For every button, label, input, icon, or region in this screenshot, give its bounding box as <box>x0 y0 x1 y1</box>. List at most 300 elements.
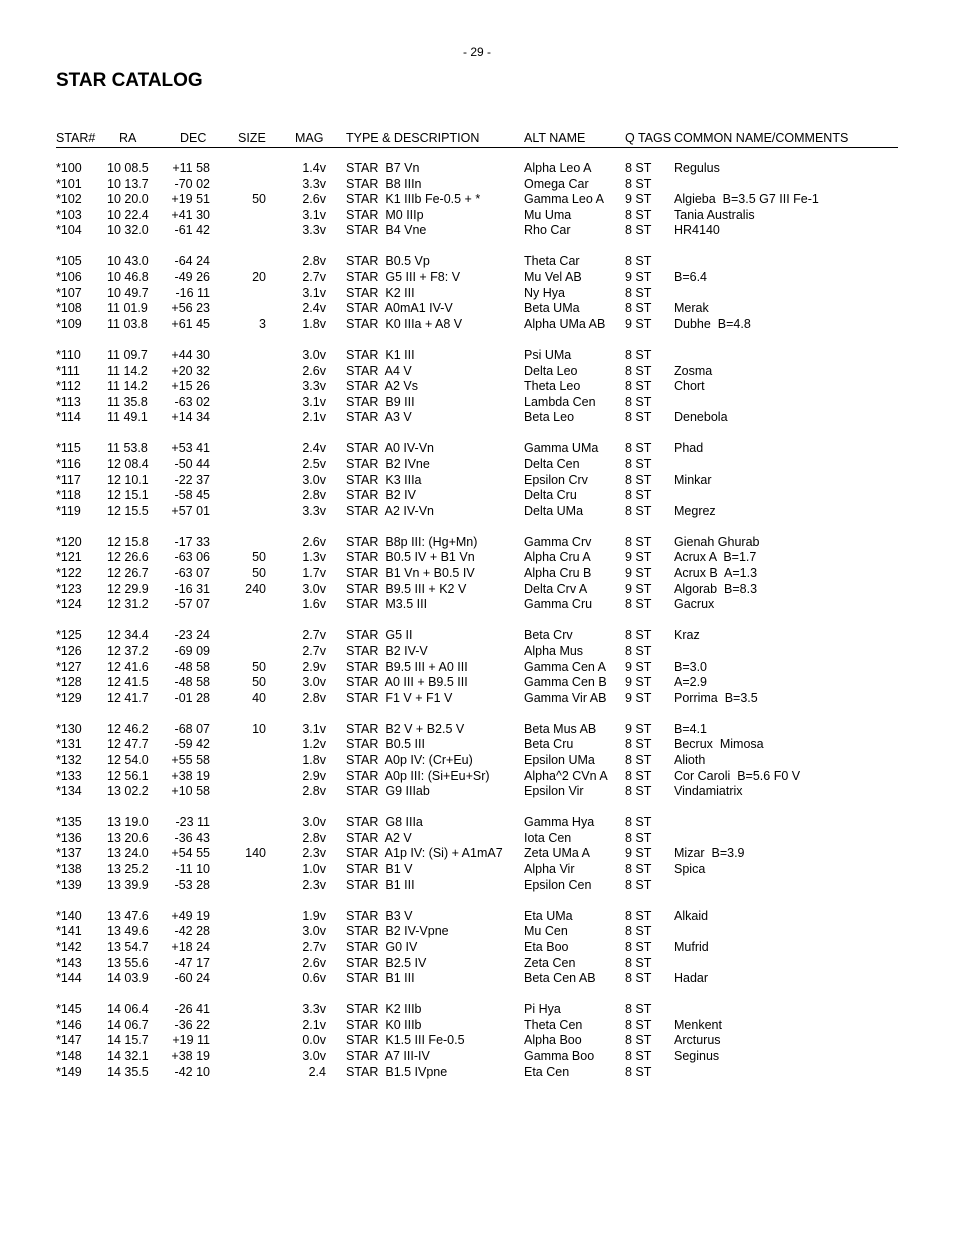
cell-ra: 13 19.0 <box>107 815 149 830</box>
cell-alt-name: Delta Cru <box>524 488 577 503</box>
cell-type-description: STAR G0 IV <box>346 939 418 954</box>
cell-common-name: Megrez <box>674 503 716 518</box>
cell-alt-name: Alpha Boo <box>524 1033 582 1048</box>
cell-ra: 12 37.2 <box>107 643 149 658</box>
cell-type-description: STAR A2 IV-Vn <box>346 503 435 518</box>
cell-magnitude: 2.8v <box>302 690 326 705</box>
cell-dec: +61 45 <box>171 316 210 331</box>
cell-ra: 10 13.7 <box>107 176 149 191</box>
cell-type-description: STAR B0.5 III <box>346 737 425 752</box>
cell-dec: -60 24 <box>174 971 210 986</box>
cell-star-number: *108 <box>56 301 82 316</box>
cell-ra: 12 31.2 <box>107 597 149 612</box>
table-row <box>0 909 954 925</box>
cell-dec: -57 07 <box>174 597 210 612</box>
cell-alt-name: Beta Crv <box>524 628 573 643</box>
cell-alt-name: Eta UMa <box>524 908 573 923</box>
cell-ra: 14 06.4 <box>107 1002 149 1017</box>
cell-ra: 10 22.4 <box>107 207 149 222</box>
cell-alt-name: Beta Leo <box>524 410 575 425</box>
cell-alt-name: Mu Vel AB <box>524 270 582 285</box>
cell-ra: 10 49.7 <box>107 285 149 300</box>
cell-star-number: *127 <box>56 659 82 674</box>
cell-type-description: STAR M0 IIIp <box>346 207 424 222</box>
cell-star-number: *141 <box>56 924 82 939</box>
cell-common-name: Chort <box>674 379 705 394</box>
cell-dec: +56 23 <box>171 301 210 316</box>
cell-type-description: STAR B2 IVne <box>346 457 430 471</box>
cell-ra: 13 47.6 <box>107 908 149 923</box>
cell-alt-name: Psi UMa <box>524 347 572 362</box>
cell-dec: +38 19 <box>171 1049 210 1063</box>
cell-dec: +55 58 <box>171 753 210 767</box>
cell-dec: -22 37 <box>174 472 210 487</box>
cell-type-description: STAR A0 III + B9.5 III <box>346 675 468 690</box>
cell-magnitude: 2.5v <box>302 457 326 471</box>
cell-size: 50 <box>252 566 266 581</box>
cell-star-number: *147 <box>56 1033 82 1048</box>
cell-q-tags: 9 ST <box>625 690 652 705</box>
cell-ra: 13 20.6 <box>107 830 149 845</box>
cell-ra: 11 49.1 <box>107 410 148 425</box>
table-row <box>0 940 954 956</box>
table-row <box>0 737 954 753</box>
cell-size: 50 <box>252 192 266 207</box>
cell-magnitude: 1.4v <box>302 161 326 175</box>
cell-size: 140 <box>245 846 266 861</box>
cell-magnitude: 2.4 <box>308 1064 326 1079</box>
cell-dec: +38 19 <box>171 768 210 783</box>
cell-star-number: *142 <box>56 939 82 954</box>
table-row <box>0 192 954 208</box>
cell-ra: 10 43.0 <box>107 254 149 269</box>
cell-star-number: *139 <box>56 877 82 892</box>
cell-type-description: STAR G9 IIIab <box>346 784 430 799</box>
table-row <box>0 660 954 676</box>
cell-alt-name: Alpha^2 CVn A <box>524 768 608 783</box>
cell-star-number: *136 <box>56 830 82 845</box>
cell-type-description: STAR B0.5 IV + B1 Vn <box>346 550 475 565</box>
table-row <box>0 597 954 613</box>
cell-type-description: STAR K1 IIIb Fe-0.5 + * <box>346 192 481 207</box>
cell-star-number: *116 <box>56 457 81 471</box>
cell-dec: -36 22 <box>174 1017 210 1032</box>
cell-dec: -26 41 <box>174 1002 210 1017</box>
cell-q-tags: 8 ST <box>625 753 652 767</box>
table-row <box>0 956 954 972</box>
table-row <box>0 441 954 457</box>
cell-common-name: Mufrid <box>674 939 709 954</box>
cell-dec: -11 10 <box>175 862 210 877</box>
cell-common-name: Acrux B A=1.3 <box>674 566 758 581</box>
cell-dec: -70 02 <box>174 176 210 191</box>
cell-magnitude: 3.0v <box>302 675 326 690</box>
table-row <box>0 410 954 426</box>
cell-magnitude: 2.8v <box>302 830 326 845</box>
catalog-table-body <box>0 161 954 1096</box>
cell-magnitude: 1.9v <box>302 908 326 923</box>
cell-magnitude: 2.1v <box>302 1017 326 1032</box>
cell-ra: 10 46.8 <box>107 270 149 285</box>
cell-alt-name: Beta Mus AB <box>524 721 597 736</box>
table-row <box>0 784 954 800</box>
cell-ra: 10 08.5 <box>107 161 149 175</box>
cell-star-number: *120 <box>56 534 82 549</box>
cell-magnitude: 1.0v <box>302 862 326 877</box>
cell-q-tags: 9 ST <box>625 270 652 285</box>
cell-size: 50 <box>252 550 266 565</box>
cell-q-tags: 8 ST <box>625 503 652 518</box>
cell-type-description: STAR B1 III <box>346 971 415 986</box>
cell-q-tags: 8 ST <box>625 1064 652 1079</box>
cell-q-tags: 8 ST <box>625 643 652 658</box>
cell-dec: +19 51 <box>171 192 210 207</box>
cell-magnitude: 3.3v <box>302 379 326 394</box>
cell-magnitude: 3.0v <box>302 1049 326 1063</box>
cell-dec: +19 11 <box>172 1033 210 1048</box>
cell-dec: -16 31 <box>174 581 210 596</box>
cell-q-tags: 8 ST <box>625 223 652 238</box>
cell-q-tags: 8 ST <box>625 410 652 425</box>
table-row <box>0 379 954 395</box>
cell-star-number: *119 <box>56 503 81 518</box>
cell-size: 40 <box>252 690 266 705</box>
cell-magnitude: 1.3v <box>302 550 326 565</box>
cell-star-number: *113 <box>56 394 81 409</box>
cell-type-description: STAR B2 IV-Vpne <box>346 924 449 939</box>
cell-magnitude: 2.7v <box>302 643 326 658</box>
cell-star-number: *146 <box>56 1017 82 1032</box>
cell-alt-name: Alpha Leo A <box>524 161 592 175</box>
table-row <box>0 753 954 769</box>
cell-common-name: Mizar B=3.9 <box>674 846 745 861</box>
cell-type-description: STAR G8 IIIa <box>346 815 423 830</box>
cell-star-number: *130 <box>56 721 82 736</box>
cell-dec: -59 42 <box>174 737 210 752</box>
cell-star-number: *107 <box>56 285 82 300</box>
cell-common-name: Tania Australis <box>674 207 755 222</box>
table-row <box>0 691 954 707</box>
cell-star-number: *112 <box>56 379 81 394</box>
cell-type-description: STAR A0mA1 IV-V <box>346 301 453 316</box>
cell-magnitude: 2.3v <box>302 846 326 861</box>
cell-q-tags: 8 ST <box>625 207 652 222</box>
cell-q-tags: 8 ST <box>625 457 652 471</box>
cell-common-name: Menkent <box>674 1017 722 1032</box>
cell-alt-name: Beta Cen AB <box>524 971 596 986</box>
cell-dec: +54 55 <box>171 846 210 861</box>
row-group <box>0 535 954 613</box>
cell-common-name: Alkaid <box>674 908 709 923</box>
cell-star-number: *105 <box>56 254 82 269</box>
table-row <box>0 1065 954 1081</box>
cell-star-number: *102 <box>56 192 82 207</box>
cell-star-number: *106 <box>56 270 82 285</box>
cell-star-number: *134 <box>56 784 82 799</box>
cell-star-number: *143 <box>56 955 82 970</box>
cell-dec: -36 43 <box>174 830 210 845</box>
cell-type-description: STAR B8p III: (Hg+Mn) <box>346 534 478 549</box>
cell-dec: +10 58 <box>171 784 210 799</box>
row-group <box>0 161 954 239</box>
cell-alt-name: Rho Car <box>524 223 571 238</box>
table-row <box>0 254 954 270</box>
cell-q-tags: 8 ST <box>625 815 652 830</box>
cell-alt-name: Gamma Boo <box>524 1049 595 1063</box>
table-row <box>0 1049 954 1065</box>
cell-q-tags: 8 ST <box>625 254 652 269</box>
cell-type-description: STAR B1 III <box>346 877 415 892</box>
cell-type-description: STAR K2 III <box>346 285 415 300</box>
column-header-size: SIZE <box>238 131 266 145</box>
cell-alt-name: Mu Uma <box>524 207 572 222</box>
cell-size: 50 <box>252 675 266 690</box>
cell-type-description: STAR B2 IV-V <box>346 643 428 658</box>
cell-alt-name: Alpha UMa AB <box>524 316 606 331</box>
cell-star-number: *145 <box>56 1002 82 1017</box>
cell-magnitude: 1.8v <box>302 753 326 767</box>
cell-q-tags: 9 ST <box>625 192 652 207</box>
cell-common-name: Minkar <box>674 472 712 487</box>
cell-magnitude: 2.4v <box>302 441 326 456</box>
cell-ra: 12 15.5 <box>107 503 149 518</box>
cell-q-tags: 8 ST <box>625 784 652 799</box>
cell-magnitude: 2.7v <box>302 628 326 643</box>
cell-star-number: *131 <box>56 737 82 752</box>
cell-q-tags: 8 ST <box>625 347 652 362</box>
cell-q-tags: 8 ST <box>625 737 652 752</box>
cell-star-number: *124 <box>56 597 82 612</box>
cell-star-number: *110 <box>56 347 81 362</box>
table-row <box>0 815 954 831</box>
table-row <box>0 566 954 582</box>
cell-common-name: Cor Caroli B=5.6 F0 V <box>674 768 801 783</box>
cell-star-number: *144 <box>56 971 82 986</box>
cell-q-tags: 8 ST <box>625 971 652 986</box>
cell-type-description: STAR F1 V + F1 V <box>346 690 453 705</box>
row-group <box>0 254 954 332</box>
cell-q-tags: 9 ST <box>625 316 652 331</box>
cell-ra: 12 54.0 <box>107 753 149 767</box>
cell-magnitude: 0.6v <box>302 971 326 986</box>
cell-dec: +20 32 <box>171 363 210 378</box>
cell-alt-name: Delta Leo <box>524 363 578 378</box>
cell-star-number: *114 <box>56 410 81 425</box>
table-row <box>0 223 954 239</box>
cell-type-description: STAR B2.5 IV <box>346 955 427 970</box>
cell-star-number: *117 <box>56 472 81 487</box>
cell-q-tags: 9 ST <box>625 566 652 581</box>
table-row <box>0 846 954 862</box>
cell-alt-name: Gamma UMa <box>524 441 599 456</box>
cell-size: 50 <box>252 659 266 674</box>
cell-q-tags: 8 ST <box>625 628 652 643</box>
cell-star-number: *101 <box>56 176 82 191</box>
cell-star-number: *103 <box>56 207 82 222</box>
cell-q-tags: 8 ST <box>625 1002 652 1017</box>
table-row <box>0 395 954 411</box>
cell-star-number: *133 <box>56 768 82 783</box>
cell-ra: 14 15.7 <box>107 1033 149 1048</box>
cell-q-tags: 8 ST <box>625 1017 652 1032</box>
cell-common-name: Vindamiatrix <box>674 784 743 799</box>
cell-type-description: STAR B7 Vn <box>346 161 420 175</box>
cell-star-number: *126 <box>56 643 82 658</box>
cell-star-number: *135 <box>56 815 82 830</box>
cell-ra: 10 20.0 <box>107 192 149 207</box>
cell-dec: -01 28 <box>174 690 210 705</box>
cell-star-number: *137 <box>56 846 82 861</box>
cell-magnitude: 1.8v <box>302 316 326 331</box>
cell-magnitude: 2.6v <box>302 363 326 378</box>
cell-magnitude: 3.3v <box>302 176 326 191</box>
cell-dec: -16 11 <box>175 285 210 300</box>
cell-type-description: STAR B9.5 III + A0 III <box>346 659 468 674</box>
cell-type-description: STAR G5 II <box>346 628 413 643</box>
cell-star-number: *129 <box>56 690 82 705</box>
cell-magnitude: 2.9v <box>302 768 326 783</box>
cell-ra: 11 35.8 <box>107 394 148 409</box>
row-group <box>0 722 954 800</box>
cell-q-tags: 8 ST <box>625 488 652 503</box>
cell-dec: -61 42 <box>174 223 210 238</box>
cell-alt-name: Eta Boo <box>524 939 569 954</box>
cell-alt-name: Zeta Cen <box>524 955 576 970</box>
cell-dec: +14 34 <box>171 410 210 425</box>
cell-q-tags: 8 ST <box>625 441 652 456</box>
cell-dec: +15 26 <box>171 379 210 394</box>
cell-ra: 13 55.6 <box>107 955 149 970</box>
cell-common-name: Merak <box>674 301 709 316</box>
cell-magnitude: 2.6v <box>302 192 326 207</box>
cell-star-number: *109 <box>56 316 82 331</box>
cell-ra: 12 08.4 <box>107 457 149 471</box>
cell-star-number: *111 <box>56 363 80 378</box>
cell-type-description: STAR K1 III <box>346 347 415 362</box>
cell-magnitude: 3.1v <box>302 394 326 409</box>
cell-dec: -47 17 <box>174 955 210 970</box>
cell-alt-name: Zeta UMa A <box>524 846 590 861</box>
table-row <box>0 364 954 380</box>
table-row <box>0 550 954 566</box>
cell-q-tags: 9 ST <box>625 721 652 736</box>
cell-common-name: Arcturus <box>674 1033 721 1048</box>
table-row <box>0 177 954 193</box>
cell-ra: 14 03.9 <box>107 971 149 986</box>
cell-q-tags: 8 ST <box>625 877 652 892</box>
cell-ra: 13 25.2 <box>107 862 149 877</box>
cell-common-name: Gacrux <box>674 597 715 612</box>
cell-magnitude: 3.0v <box>302 581 326 596</box>
table-row <box>0 1002 954 1018</box>
cell-alt-name: Theta Cen <box>524 1017 583 1032</box>
cell-type-description: STAR A1p IV: (Si) + A1mA7 <box>346 846 503 861</box>
cell-magnitude: 0.0v <box>302 1033 326 1048</box>
cell-star-number: *148 <box>56 1049 82 1063</box>
cell-type-description: STAR B8 IIIn <box>346 176 422 191</box>
cell-q-tags: 8 ST <box>625 955 652 970</box>
cell-dec: -23 24 <box>174 628 210 643</box>
cell-alt-name: Delta Cen <box>524 457 580 471</box>
cell-magnitude: 2.4v <box>302 301 326 316</box>
cell-q-tags: 8 ST <box>625 301 652 316</box>
cell-magnitude: 2.6v <box>302 534 326 549</box>
table-row <box>0 535 954 551</box>
cell-type-description: STAR K1.5 III Fe-0.5 <box>346 1033 465 1048</box>
cell-dec: +11 58 <box>172 161 210 175</box>
cell-dec: +53 41 <box>171 441 210 456</box>
cell-magnitude: 3.1v <box>302 285 326 300</box>
cell-common-name: Denebola <box>674 410 728 425</box>
cell-magnitude: 2.8v <box>302 254 326 269</box>
cell-common-name: Seginus <box>674 1049 720 1063</box>
cell-alt-name: Gamma Hya <box>524 815 595 830</box>
column-header-q-tags: Q TAGS <box>625 131 672 145</box>
cell-magnitude: 3.0v <box>302 815 326 830</box>
cell-dec: -48 58 <box>174 675 210 690</box>
cell-alt-name: Alpha Mus <box>524 643 584 658</box>
cell-alt-name: Alpha Vir <box>524 862 575 877</box>
cell-size: 240 <box>245 581 266 596</box>
cell-type-description: STAR B2 IV <box>346 488 416 503</box>
cell-type-description: STAR A0 IV-Vn <box>346 441 435 456</box>
cell-q-tags: 8 ST <box>625 534 652 549</box>
cell-type-description: STAR A0p IV: (Cr+Eu) <box>346 753 473 767</box>
cell-ra: 12 56.1 <box>107 768 149 783</box>
page-title: STAR CATALOG <box>56 70 203 91</box>
cell-common-name: Acrux A B=1.7 <box>674 550 757 565</box>
table-row <box>0 971 954 987</box>
cell-dec: -63 06 <box>174 550 210 565</box>
cell-alt-name: Gamma Vir AB <box>524 690 607 705</box>
cell-common-name: HR4140 <box>674 223 720 238</box>
cell-dec: -48 58 <box>174 659 210 674</box>
cell-q-tags: 8 ST <box>625 768 652 783</box>
cell-dec: -63 07 <box>174 566 210 581</box>
cell-alt-name: Alpha Cru B <box>524 566 592 581</box>
cell-magnitude: 2.7v <box>302 939 326 954</box>
cell-magnitude: 1.6v <box>302 597 326 612</box>
cell-ra: 12 29.9 <box>107 581 149 596</box>
cell-ra: 11 09.7 <box>107 347 148 362</box>
cell-star-number: *128 <box>56 675 82 690</box>
cell-common-name: Algieba B=3.5 G7 III Fe-1 <box>674 192 819 207</box>
cell-dec: -53 28 <box>174 877 210 892</box>
cell-q-tags: 8 ST <box>625 161 652 175</box>
cell-dec: -42 10 <box>174 1064 210 1079</box>
column-header-type: TYPE & DESCRIPTION <box>346 131 480 145</box>
cell-alt-name: Iota Cen <box>524 830 572 845</box>
cell-star-number: *140 <box>56 908 82 923</box>
column-header-common-name: COMMON NAME/COMMENTS <box>674 131 849 145</box>
table-row <box>0 722 954 738</box>
column-header-alt-name: ALT NAME <box>524 131 586 145</box>
table-row <box>0 878 954 894</box>
cell-q-tags: 8 ST <box>625 285 652 300</box>
cell-alt-name: Omega Car <box>524 176 589 191</box>
cell-star-number: *123 <box>56 581 82 596</box>
table-row <box>0 582 954 598</box>
cell-alt-name: Gamma Crv <box>524 534 592 549</box>
cell-ra: 12 47.7 <box>107 737 149 752</box>
cell-ra: 13 49.6 <box>107 924 149 939</box>
cell-q-tags: 8 ST <box>625 939 652 954</box>
cell-q-tags: 8 ST <box>625 1033 652 1048</box>
cell-magnitude: 2.7v <box>302 270 326 285</box>
cell-q-tags: 8 ST <box>625 379 652 394</box>
cell-ra: 14 06.7 <box>107 1017 149 1032</box>
cell-type-description: STAR B2 V + B2.5 V <box>346 721 465 736</box>
